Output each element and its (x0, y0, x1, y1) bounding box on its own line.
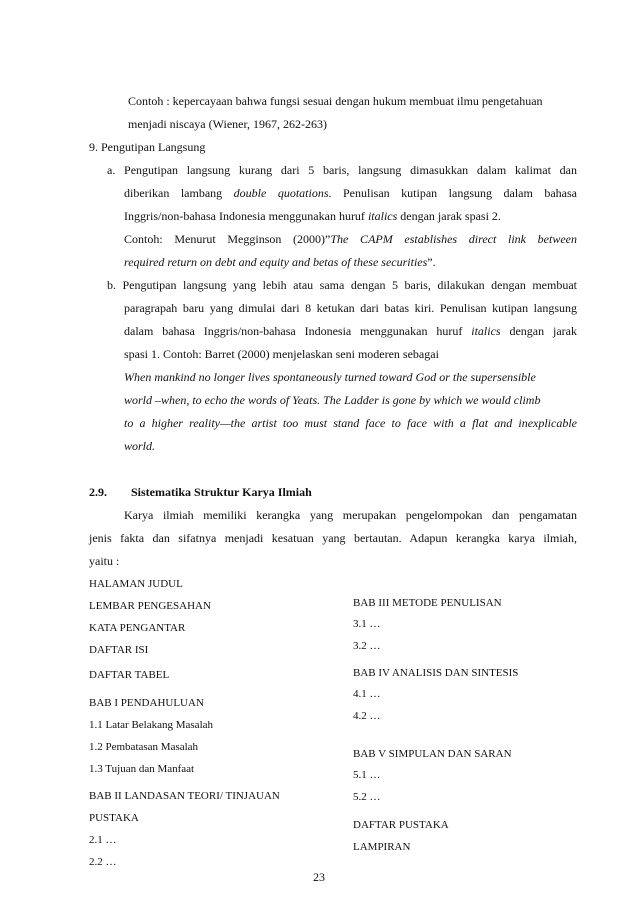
quote-line-1: When mankind no longer lives spontaneously turned toward God or the supersensible (124, 370, 536, 384)
quote-line-4: world. (124, 439, 156, 453)
outline-right-item: BAB IV ANALISIS DAN SINTESIS (353, 667, 519, 679)
outline-right-item: 4.1 … (353, 688, 381, 700)
item-9a-line-2: diberikan lambang double quotations. Penulisan kutipan langsung dalam bahasa (124, 186, 577, 200)
outline-left-item: KATA PENGANTAR (89, 622, 186, 634)
outline-left-item: BAB I PENDAHULUAN (89, 697, 204, 709)
outline-right-item: 3.1 … (353, 618, 381, 630)
item-9a-line-1: a. Pengutipan langsung kurang dari 5 baris, langsung dimasukkan dalam kalimat dan (107, 163, 577, 177)
section-paragraph-line-1: Karya ilmiah memiliki kerangka yang merupakan pengelompokan dan pengamatan (124, 508, 577, 522)
section-title: Sistematika Struktur Karya Ilmiah (131, 485, 312, 499)
item-9a-line-5: required return on debt and equity and betas of these securities”. (124, 255, 436, 269)
contoh-line-2: menjadi niscaya (Wiener, 1967, 262-263) (128, 117, 327, 131)
section-paragraph-line-2: jenis fakta dan sifatnya menjadi kesatuan yang bertautan. Adapun kerangka karya ilmiah, (89, 531, 577, 545)
quote-line-3: to a higher reality—the artist too must stand face to face with a flat and inexplicable (124, 416, 577, 430)
item-9b-line-3: dalam bahasa Inggris/non-bahasa Indonesia menggunakan huruf italics dengan jarak (124, 324, 577, 338)
item-9b-line-1: b. Pengutipan langsung yang lebih atau sama dengan 5 baris, dilakukan dengan membuat (107, 278, 577, 292)
item-9b-line-2: paragrapah baru yang dimulai dari 8 ketukan dari batas kiri. Penulisan kutipan langsung (124, 301, 577, 315)
page-number: 23 (313, 870, 325, 884)
outline-right-item: 5.2 … (353, 791, 381, 803)
item-9b-line-4: spasi 1. Contoh: Barret (2000) menjelaskan seni moderen sebagai (124, 347, 439, 361)
outline-left-item: DAFTAR ISI (89, 644, 149, 656)
outline-left-item: 2.1 … (89, 834, 117, 846)
outline-right-item: LAMPIRAN (353, 841, 411, 853)
outline-left-item: BAB II LANDASAN TEORI/ TINJAUAN (89, 790, 280, 802)
outline-left-item: 1.1 Latar Belakang Masalah (89, 719, 214, 731)
section-number: 2.9. (89, 485, 107, 499)
outline-left-item: LEMBAR PENGESAHAN (89, 600, 211, 612)
outline-right-item: DAFTAR PUSTAKA (353, 819, 449, 831)
outline-left-item: 1.2 Pembatasan Masalah (89, 741, 199, 753)
item-9-heading: 9. Pengutipan Langsung (89, 140, 206, 154)
outline-left-item: 1.3 Tujuan dan Manfaat (89, 763, 195, 775)
section-paragraph-line-3: yaitu : (89, 554, 120, 568)
quote-line-2: world –when, to echo the words of Yeats. The Ladder is gone by which we would climb (124, 393, 541, 407)
outline-right-item: BAB III METODE PENULISAN (353, 597, 502, 609)
outline-right-item: 4.2 … (353, 710, 381, 722)
outline-right-item: 3.2 … (353, 640, 381, 652)
outline-right-item: BAB V SIMPULAN DAN SARAN (353, 748, 512, 760)
item-9a-line-3: Inggris/non-bahasa Indonesia menggunakan huruf italics dengan jarak spasi 2. (124, 209, 501, 223)
item-9a-line-4: Contoh: Menurut Megginson (2000)”The CAPM establishes direct link between (124, 232, 577, 246)
outline-left-item: HALAMAN JUDUL (89, 578, 183, 590)
outline-right-item: 5.1 … (353, 769, 381, 781)
outline-left-item: PUSTAKA (89, 812, 139, 824)
outline-left-item: DAFTAR TABEL (89, 669, 170, 681)
contoh-line-1: Contoh : kepercayaan bahwa fungsi sesuai dengan hukum membuat ilmu pengetahuan (128, 94, 543, 108)
outline-left-item: 2.2 … (89, 856, 117, 868)
